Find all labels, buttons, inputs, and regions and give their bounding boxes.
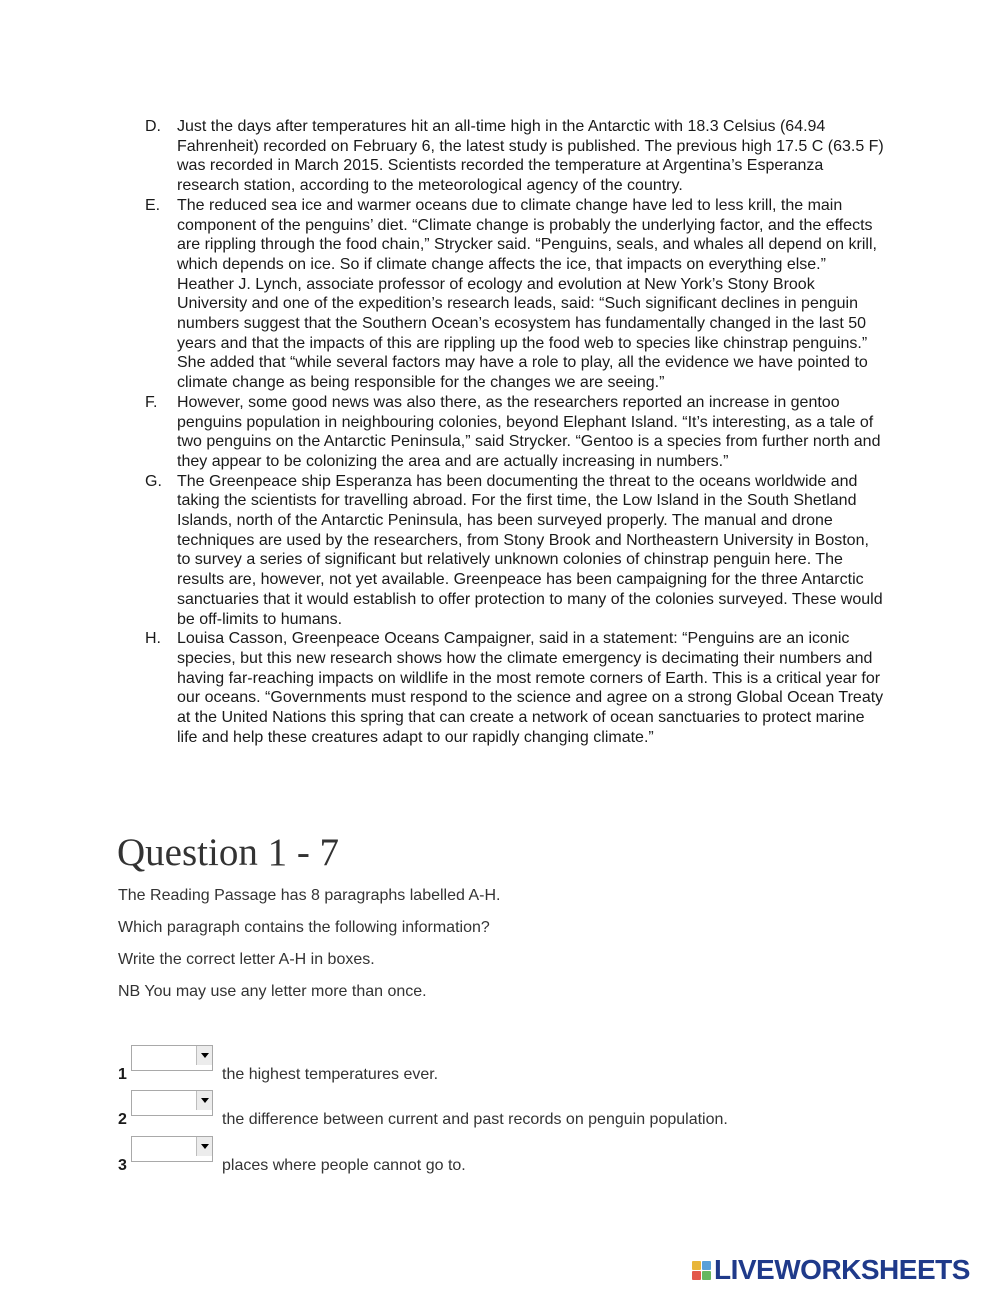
chevron-down-icon xyxy=(201,1053,209,1058)
answer-dropdown-2[interactable] xyxy=(131,1090,213,1116)
paragraph-text: Just the days after temperatures hit an all-time high in the Antarctic with 18.3 Celsius (64.94 Fahrenheit) recorded on February 6, the latest study is published. The previous high 17.5 C (63.5 F) was recorded in March 2015. Scientists recorded the temperature at Argentina’s Esperanza research station, according to the meteorological agency of the country. xyxy=(177,118,884,195)
question-number: 2 xyxy=(118,1111,127,1128)
instruction-line: NB You may use any letter more than once. xyxy=(118,983,427,1000)
chevron-down-icon xyxy=(201,1144,209,1149)
paragraph-d xyxy=(145,117,885,196)
logo-block xyxy=(692,1271,701,1280)
instruction-line: Write the correct letter A-H in boxes. xyxy=(118,951,375,968)
paragraph-letter: G. xyxy=(145,472,162,490)
dropdown-arrow-button[interactable] xyxy=(196,1046,212,1065)
paragraph-letter: F. xyxy=(145,393,158,411)
paragraph-text: The reduced sea ice and warmer oceans due to climate change have led to less krill, the main component of the penguins’ diet. “Climate change is probably the underlying factor, and the effects are rippling through the food chain,” Strycker said. “Penguins, seals, and whales all depend on krill, which depends on ice. So if climate change affects the ice, that impacts on everything else.” Heather J. Lynch, associate professor of ecology and evolution at New York’s Stony Brook University and one of the expedition’s research leads, said: “Such significant declines in penguin numbers suggest that the Southern Ocean’s ecosystem has fundamentally changed in the last 50 years and that the impacts of this are rippling up the food web to species like chinstrap penguins.” She added that “while several factors may have a role to play, all the evidence we have pointed to climate change as being responsible for the changes we are seeing.” xyxy=(177,196,877,392)
paragraph-text: Louisa Casson, Greenpeace Oceans Campaigner, said in a statement: “Penguins are an iconic species, but this new research shows how the climate emergency is decimating their numbers and having far-reaching impacts on wildlife in the most remote corners of Earth. This is a critical year for our oceans. “Governments must respond to the science and agree on a strong Global Ocean Treaty at the United Nations this spring that can create a network of ocean sanctuaries to protect marine life and help these creatures adapt to our rapidly changing climate.” xyxy=(177,630,884,746)
paragraph-f xyxy=(145,393,885,472)
paragraph-e xyxy=(145,196,885,393)
logo-blocks-icon xyxy=(692,1261,711,1280)
question-text: places where people cannot go to. xyxy=(222,1157,466,1174)
paragraph-letter: D. xyxy=(145,118,161,135)
question-item-3 xyxy=(118,1136,918,1176)
paragraph-text: The Greenpeace ship Esperanza has been documenting the threat to the oceans worldwide and taking the scientists for travelling abroad. For the first time, the Low Island in the South Shetland Islands, north of the Antarctic Peninsula, has been surveyed properly. The manual and drone techniques are used by the researchers, from Stony Brook and Northeastern University in Boston, to survey a series of significant but relatively unknown colonies of chinstrap penguin here. The results are, however, not yet available. Greenpeace has been campaigning for the three Antarctic sanctuaries that it would establish to offer protection to many of the colonies surveyed. These would be off-limits to humans. xyxy=(177,472,883,628)
reading-passage xyxy=(145,117,885,748)
answer-dropdown-3[interactable] xyxy=(131,1136,213,1162)
logo-block xyxy=(702,1261,711,1270)
question-text: the highest temperatures ever. xyxy=(222,1066,439,1083)
question-text: the difference between current and past records on penguin population. xyxy=(222,1111,728,1128)
dropdown-arrow-button[interactable] xyxy=(196,1137,212,1156)
liveworksheets-logo xyxy=(692,1256,970,1284)
question-item-1 xyxy=(118,1045,918,1085)
paragraph-h xyxy=(145,629,885,747)
dropdown-arrow-button[interactable] xyxy=(196,1091,212,1110)
logo-text: LIVEWORKSHEETS xyxy=(714,1254,970,1285)
instruction-line: The Reading Passage has 8 paragraphs labelled A-H. xyxy=(118,887,501,904)
paragraph-letter: H. xyxy=(145,630,161,648)
answer-dropdown-1[interactable] xyxy=(131,1045,213,1071)
question-item-2 xyxy=(118,1090,918,1130)
question-title: Question 1 - 7 xyxy=(117,831,340,874)
question-number: 3 xyxy=(118,1157,127,1174)
logo-block xyxy=(692,1261,701,1270)
logo-block xyxy=(702,1271,711,1280)
instruction-line: Which paragraph contains the following information? xyxy=(118,919,490,936)
paragraph-g xyxy=(145,472,885,630)
chevron-down-icon xyxy=(201,1098,209,1103)
paragraph-letter: E. xyxy=(145,196,161,214)
question-number: 1 xyxy=(118,1066,127,1083)
paragraph-text: However, some good news was also there, as the researchers reported an increase in gentoo penguins population in neighbouring colonies, beyond Elephant Island. “It’s interesting, as a tale of two penguins on the Antarctic Peninsula,” said Strycker. “Gentoo is a species from further north and they appear to be colonizing the area and are actually increasing in numbers.” xyxy=(177,393,881,470)
